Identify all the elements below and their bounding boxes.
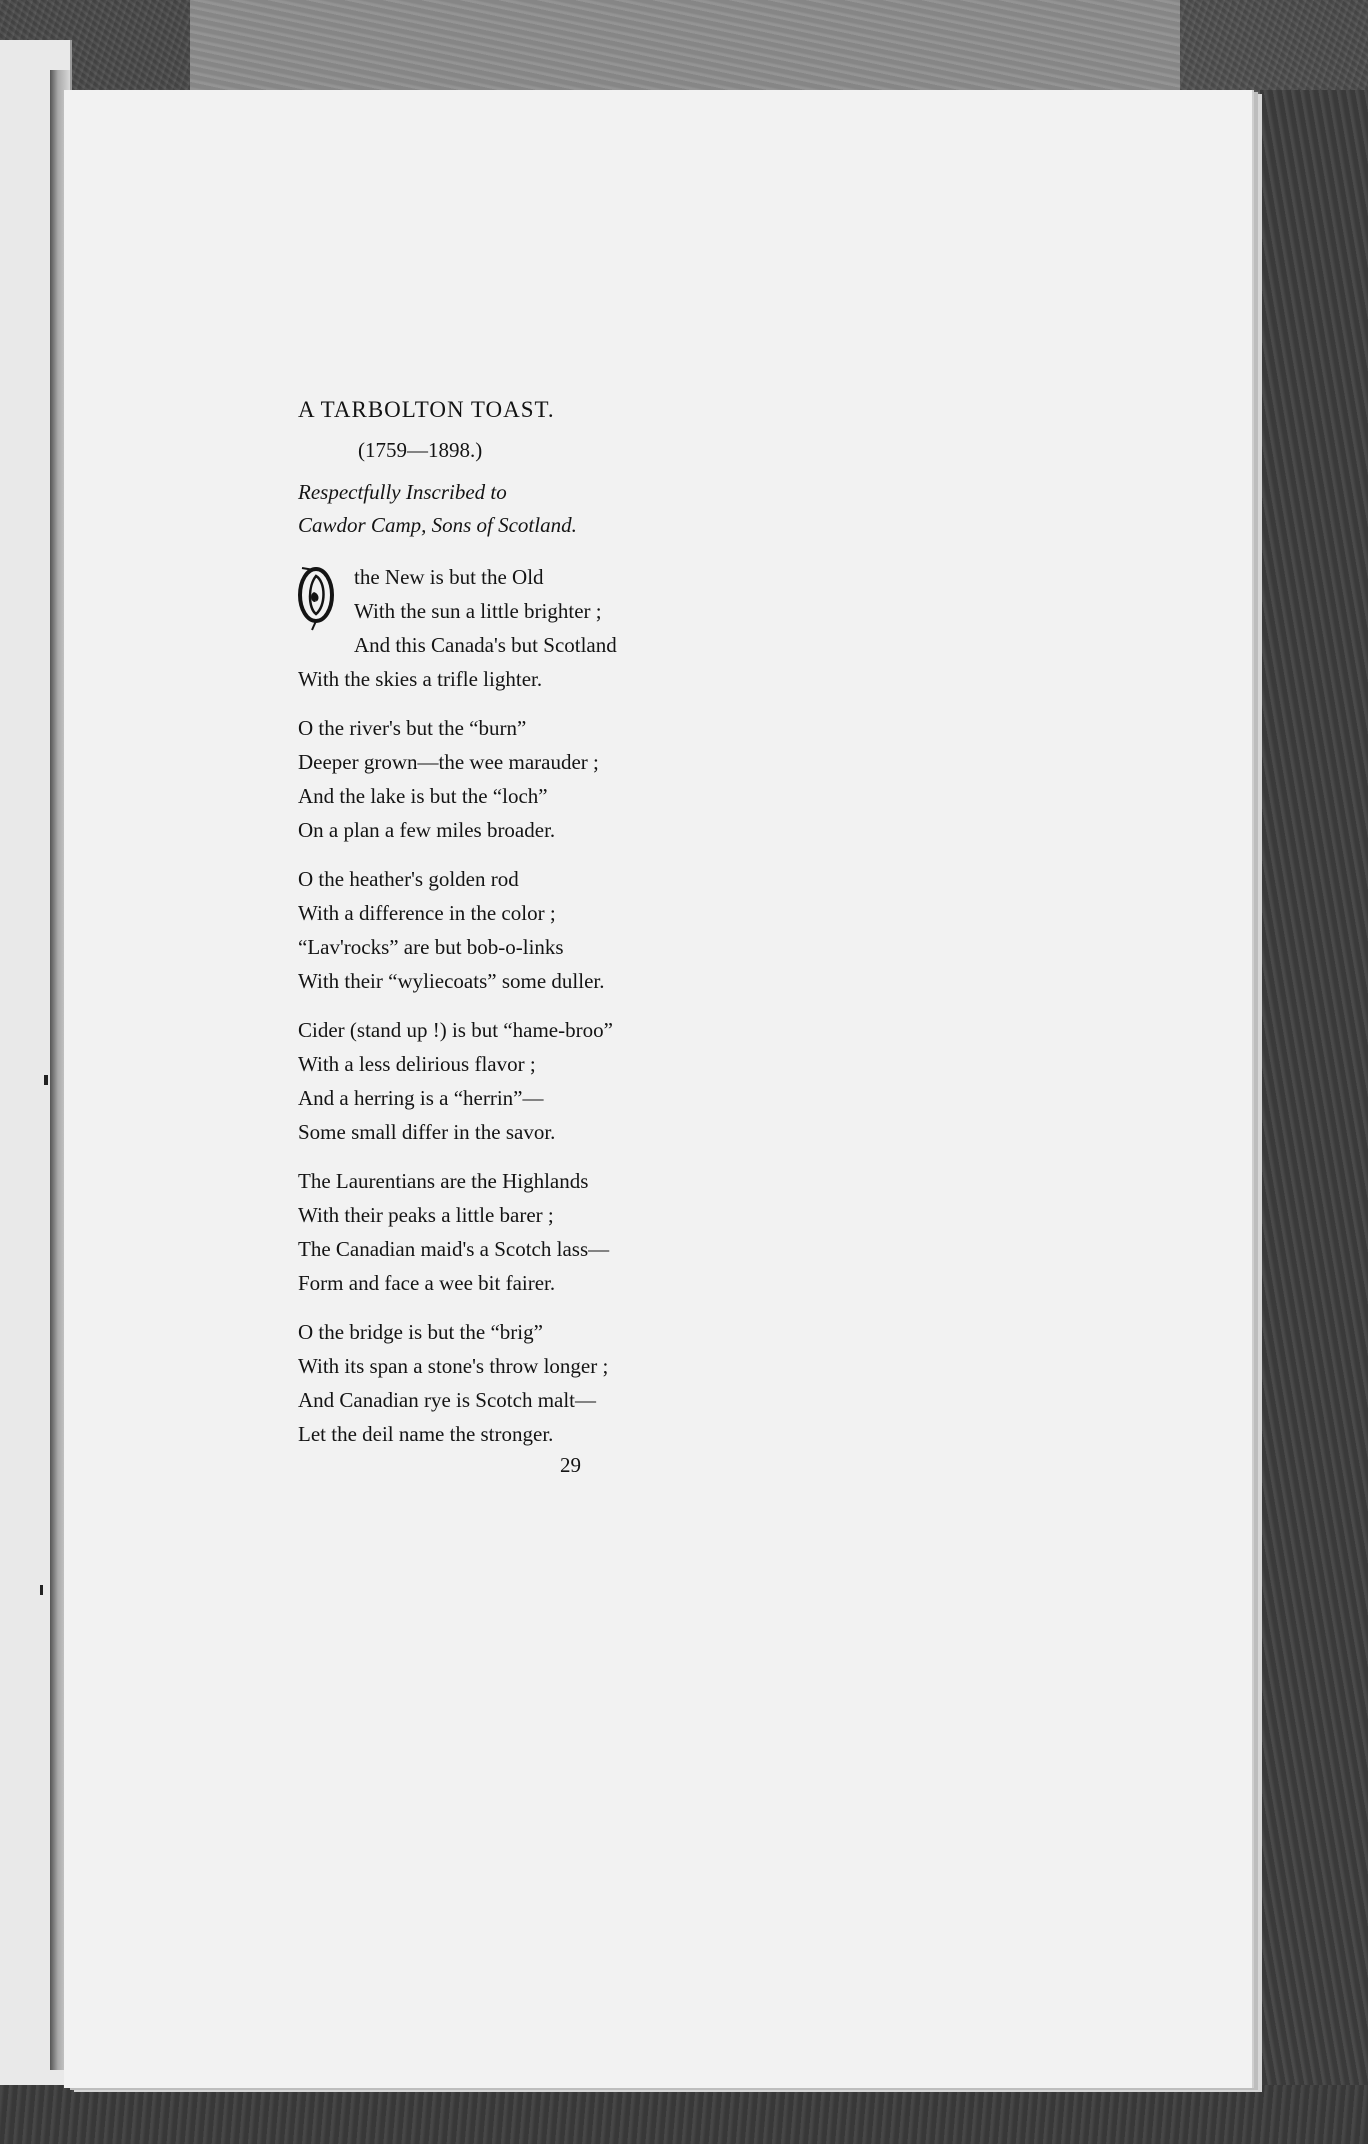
stanza-line: And the lake is but the “loch” xyxy=(298,784,548,808)
stanza-line: Let the deil name the stronger. xyxy=(298,1422,554,1446)
stanza-line: With a less delirious flavor ; xyxy=(298,1052,536,1076)
stanza-line: With its span a stone's throw longer ; xyxy=(298,1354,609,1378)
stanza-line: The Canadian maid's a Scotch lass— xyxy=(298,1237,610,1261)
stanza-line: Cider (stand up !) is but “hame-broo” xyxy=(298,1018,613,1042)
stanza-line: Deeper grown—the wee marauder ; xyxy=(298,750,599,774)
stanza-line: O the bridge is but the “brig” xyxy=(298,1320,543,1344)
dropcap-letter: O xyxy=(315,601,317,603)
margin-mark xyxy=(40,1585,43,1595)
stanza-line: And Canadian rye is Scotch malt— xyxy=(298,1388,597,1412)
stanza-line: O the river's but the “burn” xyxy=(298,716,527,740)
dedication-line: Respectfully Inscribed to xyxy=(298,480,507,504)
stanza-line: With the sun a little brighter ; xyxy=(354,599,602,623)
stanza-line: And a herring is a “herrin”— xyxy=(298,1086,544,1110)
stanza-line: “Lav'rocks” are but bob-o-links xyxy=(298,935,564,959)
stanza-2 xyxy=(298,711,858,847)
stanza-4 xyxy=(298,1013,858,1149)
poem-dedication xyxy=(298,476,858,542)
page-number: 29 xyxy=(560,1453,581,1477)
stanza-1 xyxy=(298,560,858,696)
ornamental-dropcap-o xyxy=(296,562,336,632)
cover-board-right xyxy=(1260,90,1368,2144)
stanza-3 xyxy=(298,862,858,998)
poem xyxy=(298,392,858,1466)
dedication-line: Cawdor Camp, Sons of Scotland. xyxy=(298,513,577,537)
stanza-line: With their peaks a little barer ; xyxy=(298,1203,554,1227)
stanza-line: O the heather's golden rod xyxy=(298,867,519,891)
margin-mark xyxy=(44,1075,48,1085)
stanza-line: With their “wyliecoats” some duller. xyxy=(298,969,605,993)
stanza-line: And this Canada's but Scotland xyxy=(354,633,617,657)
poem-dates: (1759—1898.) xyxy=(358,438,483,462)
stanza-6 xyxy=(298,1315,858,1451)
stanza-line: With the skies a trifle lighter. xyxy=(298,667,543,691)
cover-board-bottom xyxy=(0,2085,1368,2144)
stanza-line: the New is but the Old xyxy=(354,565,544,589)
stanza-line: With a difference in the color ; xyxy=(298,901,556,925)
stanza-5 xyxy=(298,1164,858,1300)
stanza-line: The Laurentians are the Highlands xyxy=(298,1169,589,1193)
stanza-line: Some small differ in the savor. xyxy=(298,1120,556,1144)
cover-board-top xyxy=(190,0,1180,90)
poem-title: A TARBOLTON TOAST. xyxy=(298,397,555,422)
stanza-line: On a plan a few miles broader. xyxy=(298,818,556,842)
stanza-line: Form and face a wee bit fairer. xyxy=(298,1271,556,1295)
